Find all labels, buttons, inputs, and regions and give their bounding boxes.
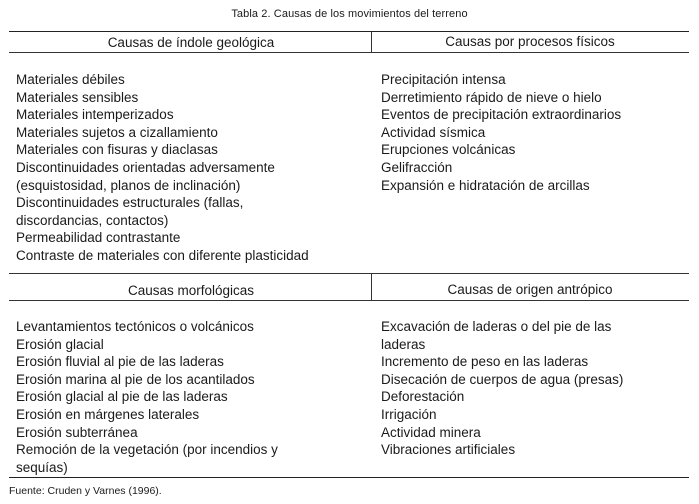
list-item: Materiales débiles — [16, 72, 125, 87]
list-item: Irrigación — [381, 406, 437, 422]
list-item: Erosión en márgenes laterales — [16, 406, 200, 422]
list-item: Disecación de cuerpos de agua (presas) — [381, 371, 624, 387]
list-item: Gelifracción — [381, 159, 453, 175]
list-morfologicas — [16, 318, 278, 476]
list-item: Erupciones volcánicas — [381, 142, 516, 158]
list-item: Precipitación intensa — [381, 72, 506, 87]
list-item: Contraste de materiales con diferente plasticidad — [16, 247, 309, 263]
header-fisicos: Causas por procesos físicos — [445, 34, 615, 49]
list-item: Erosión fluvial al pie de las laderas — [16, 354, 224, 370]
list-item: discordancias, contactos) — [16, 212, 169, 228]
list-item: Materiales con fisuras y diaclasas — [16, 142, 218, 158]
list-fisicos — [381, 71, 621, 194]
list-item: Expansión e hidratación de arcillas — [381, 177, 590, 193]
list-item: Erosión subterránea — [16, 424, 138, 440]
list-item: Actividad sísmica — [381, 124, 486, 140]
list-item: Materiales intemperizados — [16, 107, 174, 123]
list-item: Erosión glacial al pie de las laderas — [16, 389, 228, 405]
header-morfologicas: Causas morfológicas — [127, 283, 255, 298]
list-item: Materiales sensibles — [16, 89, 139, 105]
header-rule-bottom — [9, 300, 689, 301]
list-item: Vibraciones artificiales — [381, 442, 516, 458]
list-item: Actividad minera — [381, 424, 481, 440]
list-item: Remoción de la vegetación (por incendios y — [16, 442, 278, 458]
list-item: Permeabilidad contrastante — [16, 230, 181, 246]
list-item: Discontinuidades estructurales (fallas, — [16, 195, 244, 211]
header-divider-top — [371, 32, 372, 53]
list-item: laderas — [381, 336, 426, 352]
list-item: Erosión glacial — [16, 336, 104, 352]
list-item: Erosión marina al pie de los acantilados — [16, 371, 255, 387]
list-geologica — [16, 71, 309, 265]
table-caption: Tabla 2. Causas de los movimientos del terreno — [231, 8, 468, 20]
header-divider-bottom — [371, 274, 372, 301]
header-geologica: Causas de índole geológica — [107, 35, 275, 50]
list-item: Deforestación — [381, 389, 465, 405]
list-item: Derretimiento rápido de nieve o hielo — [381, 89, 602, 105]
list-item: Levantamientos tectónicos o volcánicos — [16, 319, 254, 334]
list-item: sequías) — [16, 459, 68, 475]
list-item: Eventos de precipitación extraordinarios — [381, 107, 622, 123]
list-antropico — [381, 318, 623, 459]
causes-table — [9, 31, 689, 478]
list-item: Incremento de peso en las laderas — [381, 354, 589, 370]
list-item: Materiales sujetos a cizallamiento — [16, 124, 218, 140]
header-antropico: Causas de origen antrópico — [447, 282, 613, 297]
header-rule-top — [9, 52, 689, 53]
list-item: (esquistosidad, planos de inclinación) — [16, 177, 241, 193]
list-item: Discontinuidades orientadas adversamente — [16, 159, 275, 175]
source-note: Fuente: Cruden y Varnes (1996). — [9, 485, 162, 497]
section-divider — [9, 273, 689, 274]
list-item: Excavación de laderas o del pie de las — [381, 319, 612, 334]
